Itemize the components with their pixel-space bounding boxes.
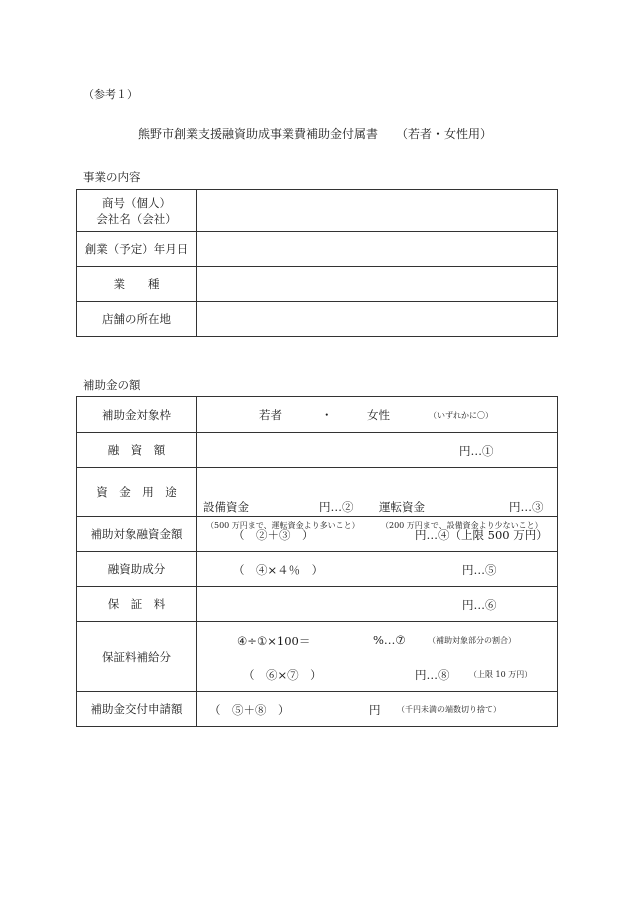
loan-aid-field[interactable] <box>197 552 558 587</box>
guarantee-aid-label: 保証料補給分 <box>77 622 197 692</box>
application-amount-label: 補助金交付申請額 <box>77 692 197 727</box>
application-amount-field[interactable] <box>197 692 558 727</box>
target-category-note: （いずれかに〇） <box>429 411 493 420</box>
guarantee-ratio-note: （補助対象部分の割合） <box>428 636 516 645</box>
female-option[interactable]: 女性 <box>367 408 390 422</box>
table-row <box>77 468 558 517</box>
business-type-field[interactable] <box>197 267 558 302</box>
table-row <box>77 517 558 552</box>
option-separator: ・ <box>321 408 333 422</box>
table-row <box>77 190 558 232</box>
subsidy-loan-field[interactable] <box>197 517 558 552</box>
subsidy-loan-unit: 円…④（上限 500 万円） <box>415 528 548 542</box>
young-option[interactable]: 若者 <box>259 408 282 422</box>
title-subtitle: （若者・女性用） <box>396 127 493 141</box>
store-location-field[interactable] <box>197 302 558 337</box>
loan-aid-unit: 円…⑤ <box>462 563 497 577</box>
table-row <box>77 232 558 267</box>
guarantee-ratio-unit: %…⑦ <box>373 633 406 647</box>
subsidy-loan-formula: （ ②＋③ ） <box>233 528 314 542</box>
guarantee-ratio-formula: ④÷①×100＝ <box>237 634 311 648</box>
operating-fund-label: 運転資金 <box>379 500 425 514</box>
company-name-label <box>77 190 197 232</box>
target-category-label: 補助金対象枠 <box>77 397 197 433</box>
table-row <box>77 433 558 468</box>
operating-fund-note: （200 万円まで、設備資金より少ないこと） <box>381 521 543 530</box>
company-name-label-line1: 商号（個人） <box>102 195 171 210</box>
title-main: 熊野市創業支援融資助成事業費補助金付属書 <box>137 127 378 141</box>
subsidy-loan-label: 補助対象融資金額 <box>77 517 197 552</box>
section-heading-business: 事業の内容 <box>83 170 141 184</box>
store-location-label: 店舗の所在地 <box>77 302 197 337</box>
guarantee-fee-field[interactable] <box>197 587 558 622</box>
application-amount-note: （千円未満の端数切り捨て） <box>397 705 501 714</box>
company-name-field[interactable] <box>197 190 558 232</box>
guarantee-fee-unit: 円…⑥ <box>462 598 497 612</box>
fund-use-cell <box>197 468 558 530</box>
founding-date-label: 創業（予定）年月日 <box>77 232 197 267</box>
equipment-fund-unit: 円…② <box>319 500 354 514</box>
loan-amount-unit: 円…① <box>459 444 494 458</box>
founding-date-field[interactable] <box>197 232 558 267</box>
guarantee-aid-formula: （ ⑥×⑦ ） <box>243 668 322 682</box>
business-details-table <box>76 189 558 337</box>
application-amount-formula: （ ⑤＋⑧ ） <box>209 703 290 717</box>
table-row <box>77 267 558 302</box>
equipment-fund-label: 設備資金 <box>203 500 249 514</box>
section-heading-subsidy: 補助金の額 <box>83 378 141 392</box>
equipment-fund-note: （500 万円まで、運転資金より多いこと） <box>206 521 360 530</box>
application-amount-unit: 円 <box>369 703 381 717</box>
fund-use-label: 資 金 用 途 <box>77 468 197 517</box>
operating-fund-unit: 円…③ <box>509 500 544 514</box>
subsidy-amount-table <box>76 396 558 727</box>
table-row <box>77 692 558 727</box>
guarantee-aid-note: （上限 10 万円） <box>469 670 533 679</box>
reference-label: （参考１） <box>83 88 138 101</box>
table-row <box>77 397 558 433</box>
guarantee-aid-field[interactable] <box>197 622 558 692</box>
table-row <box>77 622 558 692</box>
loan-amount-label: 融 資 額 <box>77 433 197 468</box>
loan-aid-label: 融資助成分 <box>77 552 197 587</box>
guarantee-fee-label: 保 証 料 <box>77 587 197 622</box>
target-category-field[interactable] <box>197 397 558 433</box>
loan-aid-formula: （ ④×４％ ） <box>233 563 324 577</box>
table-row <box>77 552 558 587</box>
business-type-label: 業 種 <box>77 267 197 302</box>
company-name-label-line2: 会社名（会社） <box>96 211 177 226</box>
guarantee-aid-unit: 円…⑧ <box>415 668 450 682</box>
loan-amount-field[interactable] <box>197 433 558 468</box>
document-title <box>0 125 630 142</box>
table-row <box>77 587 558 622</box>
table-row <box>77 302 558 337</box>
